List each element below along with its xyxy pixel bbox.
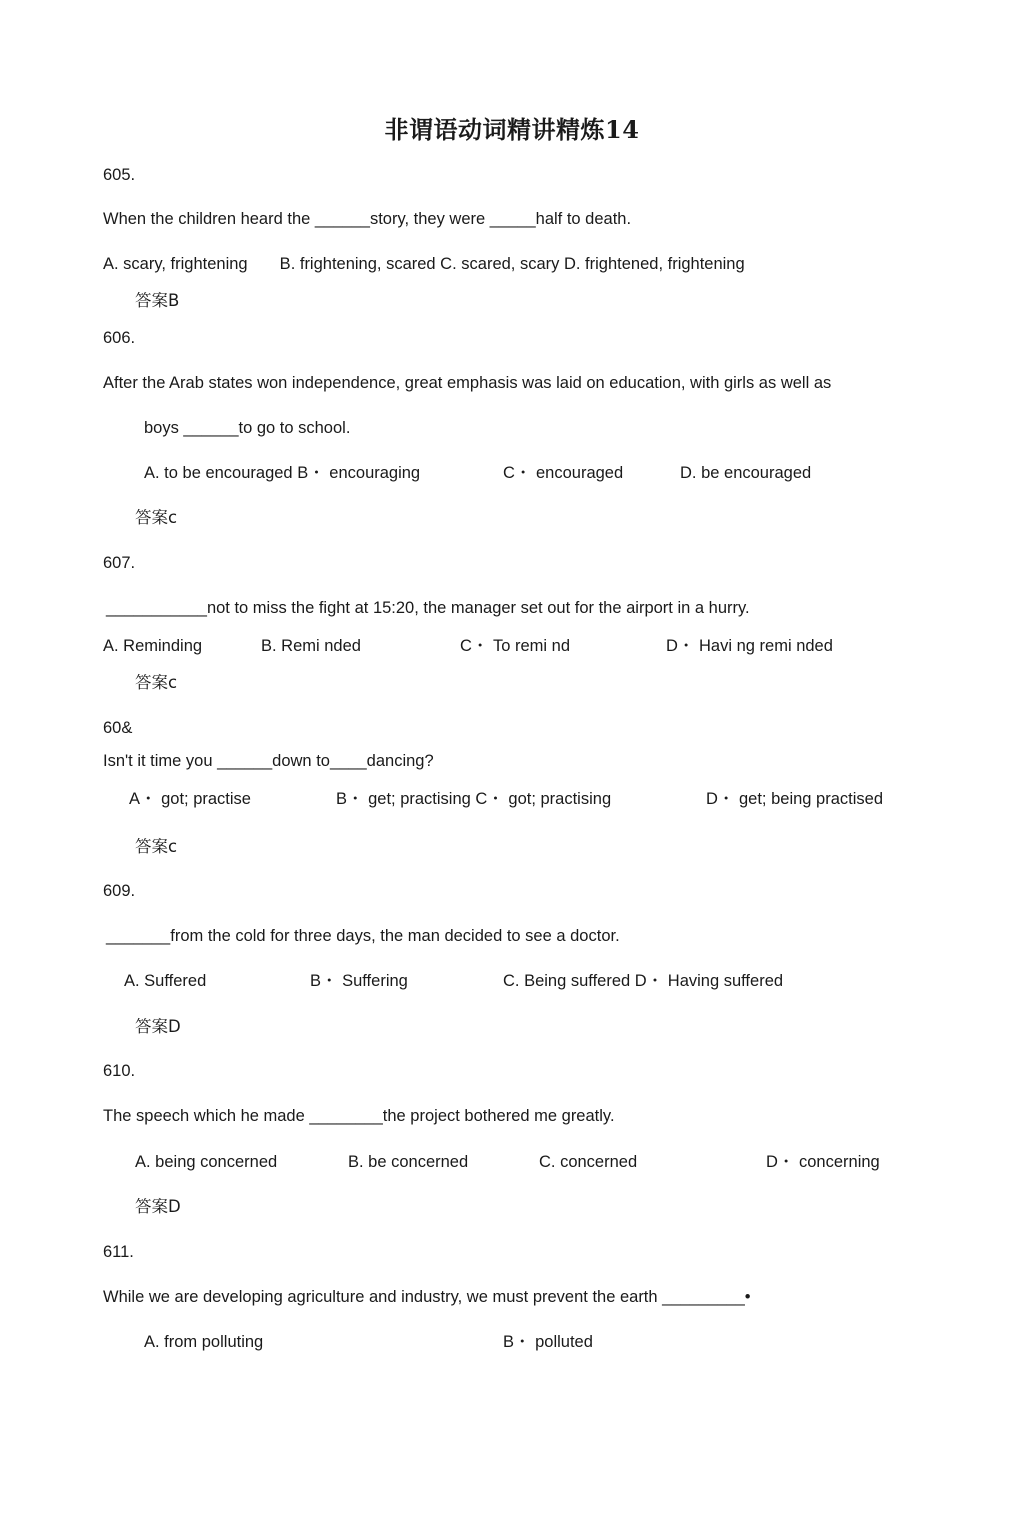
question-number: 609. <box>103 882 136 900</box>
question-stem: ___________not to miss the fight at 15:20, the manager set out for the airport in a hurry. <box>106 599 750 617</box>
question-stem: While we are developing agriculture and industry, we must prevent the earth _________• <box>103 1288 751 1306</box>
answer-label: 答案B <box>135 291 180 310</box>
answer-label: 答案D <box>135 1017 181 1036</box>
question-number: 60& <box>103 719 133 737</box>
answer-label: 答案c <box>135 673 178 692</box>
option-a: A. Suffered <box>124 972 207 990</box>
page-title: 非谓语动词精讲精炼14 <box>384 115 640 144</box>
option-b-c: B・ get; practising C・ got; practising <box>336 790 612 808</box>
option-c: C・ encouraged <box>503 464 624 482</box>
option-a: A. from polluting <box>144 1333 264 1351</box>
option-b: B・ Suffering <box>310 972 408 990</box>
option-c-d: C. Being suffered D・ Having suffered <box>503 972 784 990</box>
option-c: C・ To remi nd <box>460 637 571 655</box>
question-number: 610. <box>103 1062 136 1080</box>
option-b: B・ polluted <box>503 1333 593 1351</box>
question-options: A. scary, frightening B. frightening, scared C. scared, scary D. frightened, frightening <box>103 255 745 273</box>
question-stem: After the Arab states won independence, great emphasis was laid on education, with girls as well as <box>103 374 832 392</box>
question-number: 611. <box>103 1243 134 1261</box>
question-stem: Isn't it time you ______down to____dancing? <box>103 752 434 770</box>
question-number: 605. <box>103 166 136 184</box>
question-stem: boys ______to go to school. <box>144 419 351 437</box>
question-stem: The speech which he made ________the project bothered me greatly. <box>103 1107 615 1125</box>
option-a: A. being concerned <box>135 1153 278 1171</box>
answer-label: 答案D <box>135 1197 181 1216</box>
option-a: A. Reminding <box>103 637 203 655</box>
question-stem: When the children heard the ______story, they were _____half to death. <box>103 210 632 228</box>
option-d: D. be encouraged <box>680 464 812 482</box>
question-number: 606. <box>103 329 136 347</box>
option-b: B. be concerned <box>348 1153 469 1171</box>
option-b: B. Remi nded <box>261 637 361 655</box>
option-d: D・ Havi ng remi nded <box>666 637 833 655</box>
answer-label: 答案c <box>135 508 178 527</box>
option-a: A・ got; practise <box>129 790 251 808</box>
question-number: 607. <box>103 554 136 572</box>
option-a-b: A. to be encouraged B・ encouraging <box>144 464 421 482</box>
option-c: C. concerned <box>539 1153 638 1171</box>
answer-label: 答案c <box>135 837 178 856</box>
option-d: D・ get; being practised <box>706 790 884 808</box>
option-d: D・ concerning <box>766 1153 880 1171</box>
question-stem: _______from the cold for three days, the man decided to see a doctor. <box>106 927 620 945</box>
